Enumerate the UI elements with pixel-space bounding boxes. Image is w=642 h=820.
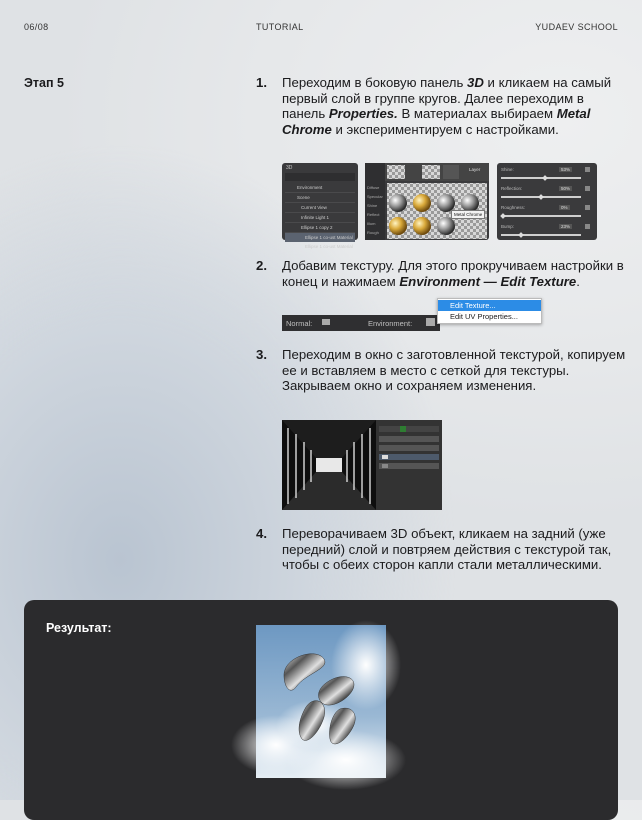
step-4 [256,526,626,589]
edit-uv-properties-menu-item[interactable]: Edit UV Properties... [450,312,518,321]
folder-icon[interactable] [585,205,590,210]
layers-panel [282,163,358,249]
materials-grid [365,163,489,240]
shine-label: Shine: [501,167,514,172]
result-image [256,625,386,778]
section-label: TUTORIAL [256,22,304,32]
texture-screenshot [282,420,442,510]
material-tab[interactable]: Reflect [367,212,380,217]
roughness-label: Roughness: [501,205,526,210]
layers-list [285,183,355,251]
reflection-value[interactable]: 50% [561,186,571,191]
step-number: 4. [256,526,267,541]
edit-texture-menu-item[interactable]: Edit Texture... [438,300,541,311]
step-number: 3. [256,347,267,362]
step-text: Переворачиваем 3D объект, кликаем на задний (уже передний) слой и повтряем действия с текстурой так, чтобы с обеих сторон капли стали металлическими. [282,526,612,573]
material-tabs [367,183,383,237]
folder-icon[interactable] [322,319,330,325]
stage-title: Этап 5 [24,76,64,90]
step-text: Переходим в боковую панель 3D и кликаем на самый первый слой в группе кругов. Далее переходим в панель Properties. В материалах выбираем Metal Chrome и экспериментируем с настройками. [282,75,612,137]
normal-label: Normal: [286,319,313,328]
layer-item[interactable]: Infinite Light 1 [285,213,355,223]
folder-icon[interactable] [585,186,590,191]
layer-item[interactable]: Ellipse 1 co-ust Material [305,244,353,249]
environment-bar [282,315,440,331]
layer-item[interactable]: Current View [285,203,355,213]
bump-value[interactable]: 23% [561,224,571,229]
layer-item[interactable]: Ellipse 1 copy 2 [285,223,355,233]
material-sliders-panel [497,163,597,240]
metal-chrome-tooltip: Metal Chrome [451,210,485,219]
roughness-slider-track[interactable] [501,215,581,217]
corridor-texture-image [282,420,442,510]
folder-icon[interactable] [585,167,590,172]
environment-label: Environment: [368,319,413,328]
material-tab[interactable]: Rough [367,230,379,235]
roughness-value[interactable]: 0% [561,205,568,210]
step-3 [256,347,626,410]
texture-context-menu [437,298,542,324]
panel-title: 3D [286,165,293,171]
step-1 [256,75,626,151]
step-text: Переходим в окно с заготовленной текстурой, копируем ее и вставляем в место с сеткой для текстуры. Закрываем окно и сохраняем изменения. [282,347,626,394]
step-text: Добавим текстуру. Для этого прокручиваем настройки в конец и нажимаем Environment — Edit Texture. [282,258,624,289]
bump-slider-track[interactable] [501,234,581,236]
layer-item[interactable]: Environment [285,183,355,193]
page-number: 06/08 [24,22,49,32]
material-tab[interactable]: Specular [367,194,383,199]
material-tab[interactable]: Illum [367,221,376,226]
environment-texture-icon[interactable] [426,318,435,326]
result-title: Результат: [46,621,112,635]
layer-item[interactable]: Scene [285,193,355,203]
step-number: 1. [256,75,267,90]
chrome-drops-image [256,625,386,778]
step-number: 2. [256,258,267,273]
shine-value[interactable]: 53% [561,167,571,172]
layer-item[interactable]: Ellipse 1 co-ust Material [285,233,355,242]
material-tab[interactable]: Shine [367,203,378,208]
materials-panel [365,163,489,240]
layer-button[interactable]: Layer [469,167,481,172]
panel-toolbar [285,173,355,181]
folder-icon[interactable] [585,224,590,229]
bump-label: Bump: [501,224,515,229]
reflection-label: Reflection: [501,186,523,191]
material-tab[interactable]: Diffuse [367,185,380,190]
school-name: YUDAEV SCHOOL [535,22,618,32]
